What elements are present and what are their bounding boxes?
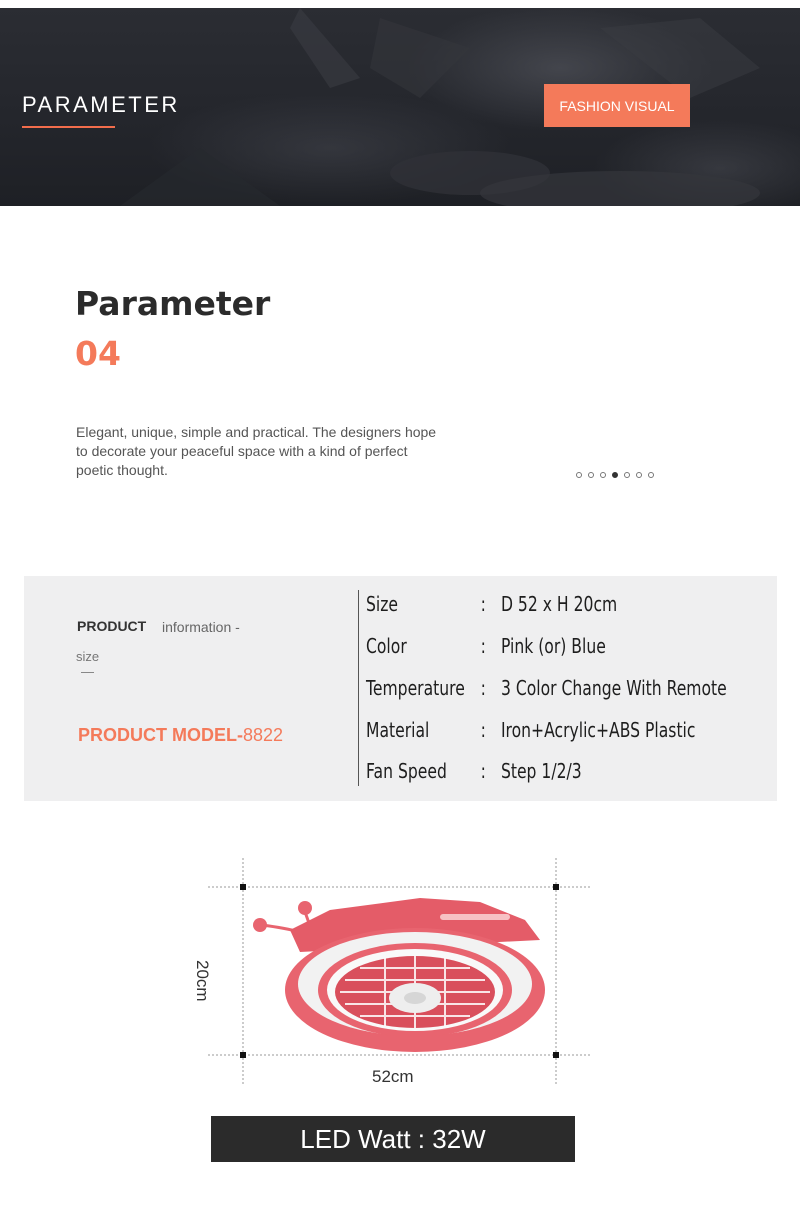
spec-value: Pink (or) Blue	[500, 634, 606, 658]
intro-description: Elegant, unique, simple and practical. The designers hope to decorate your peaceful space with a kind of perfect poetic thought.	[76, 424, 437, 478]
carousel-dot-active[interactable]	[612, 472, 618, 478]
spec-value: D 52 x H 20cm	[500, 592, 618, 616]
spec-key: Fan Speed	[366, 759, 447, 783]
hero-banner	[0, 8, 800, 206]
spec-colon: :	[480, 634, 486, 658]
spec-colon: :	[480, 718, 486, 742]
specs-divider	[358, 590, 359, 786]
spec-key: Temperature	[366, 676, 465, 700]
section-number: 04	[75, 334, 121, 373]
product-label: PRODUCT	[77, 618, 147, 634]
spec-key: Size	[366, 592, 399, 616]
led-watt-banner: LED Watt : 32W	[211, 1116, 575, 1162]
spec-row-size	[366, 592, 617, 622]
carousel-dot[interactable]	[600, 472, 606, 478]
product-model-number: 8822	[243, 725, 284, 745]
spec-row-color	[366, 634, 606, 664]
spec-value: Iron+Acrylic+ABS Plastic	[500, 718, 696, 742]
product-dimension-diagram	[0, 850, 800, 1100]
size-underline	[81, 672, 94, 673]
banner-title-underline	[22, 126, 115, 128]
product-info-label: information -	[162, 619, 240, 635]
specs-panel	[24, 576, 777, 801]
spec-key: Material	[366, 718, 430, 742]
spec-key: Color	[366, 634, 407, 658]
spec-row-material	[366, 718, 695, 748]
product-size-label: size	[76, 649, 100, 664]
fan-lamp-image	[253, 898, 545, 1052]
product-model-prefix: PRODUCT MODEL-	[78, 725, 243, 745]
height-dimension-label: 20cm	[193, 960, 212, 1002]
carousel-dot[interactable]	[588, 472, 594, 478]
banner-title: PARAMETER	[22, 92, 180, 117]
section-heading: Parameter	[75, 284, 271, 323]
spec-colon: :	[480, 592, 486, 616]
carousel-dot[interactable]	[636, 472, 642, 478]
carousel-dot[interactable]	[576, 472, 582, 478]
spec-row-temperature	[366, 676, 727, 706]
width-dimension-label: 52cm	[372, 1067, 414, 1086]
carousel-dot[interactable]	[648, 472, 654, 478]
spec-value: 3 Color Change With Remote	[500, 676, 727, 700]
product-model	[78, 725, 283, 746]
fashion-visual-button[interactable]: FASHION VISUAL	[544, 84, 690, 127]
spec-row-fan-speed	[366, 759, 582, 789]
spec-value: Step 1/2/3	[500, 759, 582, 783]
carousel-dots	[576, 472, 654, 478]
spec-colon: :	[480, 759, 486, 783]
carousel-dot[interactable]	[624, 472, 630, 478]
spec-colon: :	[480, 676, 486, 700]
